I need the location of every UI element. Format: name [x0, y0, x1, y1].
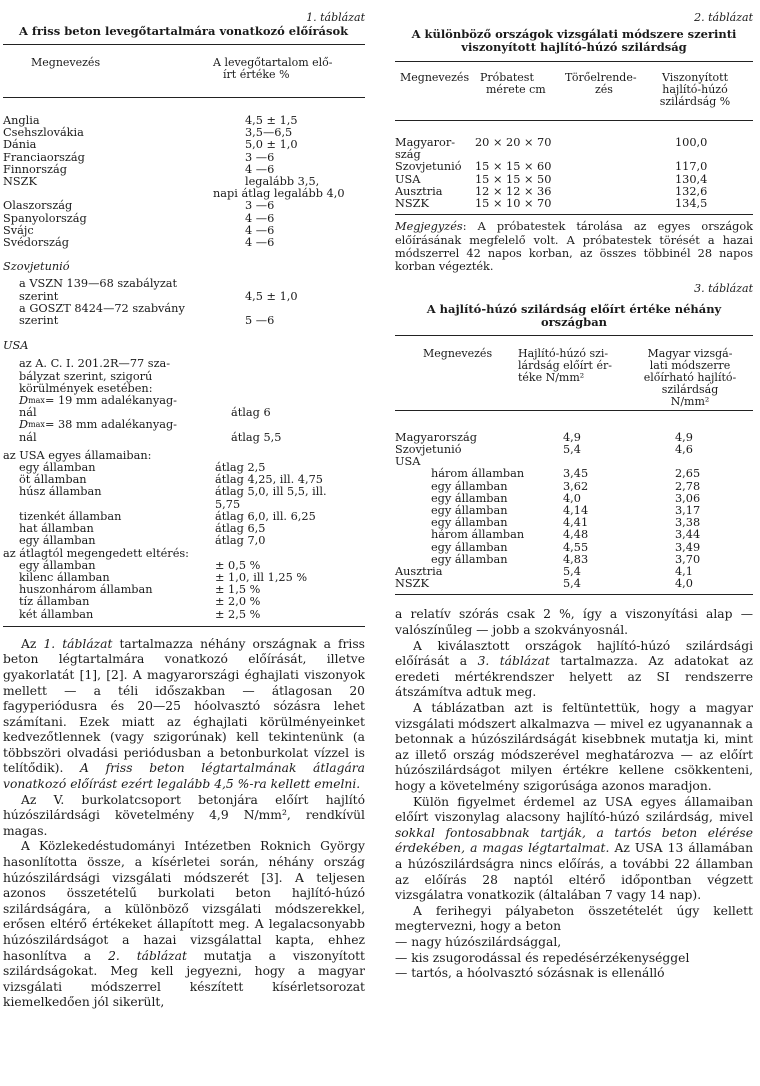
table-row — [3, 213, 365, 225]
state-name: öt államban — [19, 473, 87, 487]
row-name: Svédország — [3, 236, 69, 250]
row-value: 3 —6 — [245, 199, 275, 213]
t3-row-hu: 3,70 — [675, 552, 701, 566]
rp4-b: Az USA 13 államában a húzószilárdságra nincs előírás, a további 22 államban az előírás 28 naptól eltérő időpontban végzett vizsgálatra vonatkozik (általában 7 vagy 14 nap). — [395, 841, 754, 903]
left-para-3 — [3, 839, 365, 1011]
t3-row-hu: 3,44 — [675, 528, 701, 542]
t3-row-hu: 4,6 — [675, 443, 693, 457]
t3-row-req: 4,48 — [563, 528, 589, 542]
table3-h-req — [510, 348, 635, 410]
table1-number: 1. táblázat — [306, 11, 365, 24]
t3-row-hu: 3,17 — [675, 504, 701, 518]
table2-h-size — [480, 72, 565, 120]
lp1-a: Az — [21, 636, 44, 651]
t2-row-value: 134,5 — [675, 197, 708, 211]
t3-h-req-line: Hajlító-húzó szi- — [518, 346, 609, 360]
t3-row-hu: 2,65 — [675, 467, 701, 481]
table3-number: 3. táblázat — [694, 281, 753, 295]
sov-row-line1: a GOSZT 8424—72 szabvány — [19, 301, 185, 315]
row-name: Svájc — [3, 223, 34, 237]
left-para-2: Az V. burkolatcsoport betonjára előírt hajlító húzószilárdsági követelmény 4,9 N/mm², rendkívül magas. — [3, 792, 365, 838]
t3-row-req: 4,9 — [563, 430, 581, 444]
t2-row-name-line1: USA — [395, 172, 421, 186]
right-para-3: A táblázatban azt is feltüntettük, hogy a magyar vizsgálati módszert alkalmazva — mivel ez ugyanannak a betonnak a húzószilárdságát kisebbnek mutatja ki, mint az illető ország módszerével meghatározva — az előírt húzószilárdságot milyen értékre kellene csökkenteni, hogy a követelmény szigorúsága azonos maradjon. — [395, 701, 753, 794]
table1-usa-aci — [3, 358, 365, 443]
t2-h-break-1: Törőelrende- — [565, 71, 637, 84]
row-value: 4 —6 — [245, 236, 275, 250]
state-value: átlag 5,0, ill 5,5, ill. — [215, 485, 327, 499]
state-name: hat államban — [19, 522, 94, 536]
t3-row-req: 4,55 — [563, 540, 589, 554]
t3-h-hu-line: lati módszerre — [649, 358, 731, 372]
table-row — [3, 609, 365, 621]
dmax19-cont: nál — [19, 406, 37, 420]
t3-row-name: egy államban — [431, 491, 508, 505]
t2-h-rel-1: Viszonyított — [661, 71, 729, 84]
t3-row-hu: 4,9 — [675, 430, 693, 444]
state-value: 5,75 — [215, 497, 241, 511]
state-value: átlag 6,5 — [215, 522, 266, 536]
right-para-4 — [395, 795, 753, 904]
t2-row-name — [395, 198, 475, 210]
t3-h-hu-line: Magyar vizsgá- — [647, 346, 733, 360]
t3-row-name: Magyarország — [395, 430, 477, 444]
table-row — [395, 198, 753, 210]
table3-bottom-rule — [395, 594, 753, 595]
table-row — [3, 596, 365, 608]
t3-row-req: 4,0 — [563, 491, 581, 505]
row-value: 3,5—6,5 — [245, 126, 293, 140]
state-value: átlag 4,25, ill. 4,75 — [215, 473, 323, 487]
table2-h-name: Megnevezés — [400, 71, 470, 84]
t3-row-hu: 3,06 — [675, 491, 701, 505]
table2-header — [395, 72, 753, 120]
t2-row-value: 130,4 — [675, 172, 708, 186]
t2-row-size: 12 × 12 × 36 — [475, 184, 552, 198]
usa-aci-line2: bályzat szerint, szigorú — [19, 369, 153, 383]
state-name: egy államban — [19, 461, 96, 475]
right-para-2 — [395, 639, 753, 701]
t2-row-name-line1: NSZK — [395, 197, 429, 211]
t2-row-name — [395, 137, 475, 161]
t3-row-req: 3,45 — [563, 467, 589, 481]
t3-row-req: 5,4 — [563, 443, 581, 457]
dmax19-rest: = 19 mm adalékanyag- — [44, 394, 177, 408]
table1-dev-title: az átlagtól megengedett eltérés: — [3, 546, 189, 560]
lp3-ref: 2. táblázat — [108, 948, 187, 963]
t3-row-req: 3,62 — [563, 479, 589, 493]
t2-row-name-line2: szág — [395, 148, 421, 162]
t3-h-hu-line: N/mm² — [670, 394, 710, 408]
state-name: húsz államban — [19, 485, 102, 499]
t2-h-size-1: Próbatest — [480, 71, 534, 84]
table1-col-value — [213, 57, 333, 97]
sov-row-line1: a VSZN 139—68 szabályzat — [19, 277, 178, 291]
dev-name: kilenc államban — [19, 570, 110, 584]
rp4-it: sokkal fontosabbnak tartják, a tartós beton elérése érdekében, a magas légtartalmat. — [395, 825, 753, 856]
rp2-b: tartalmazza. Az adatokat az eredeti mértékrendszer helyett az SI rendszerre átszámítva adtuk meg. — [395, 654, 753, 700]
table3-h-name: Megnevezés — [423, 346, 493, 360]
dev-name: huszonhárom államban — [19, 583, 153, 597]
t2-row-size: 15 × 10 × 70 — [475, 197, 552, 211]
table2-title-line1: A különböző országok vizsgálati módszere szerinti — [411, 27, 737, 41]
lp3-a: A Közlekedéstudományi Intézetben Roknich György hasonlította össze, a kísérletei során, néhány ország húzószilárdsági vizsgálati módszerét [3]. A teljesen azonos összetételű burkolati beton hajlító-húzó szilárdságára, a különböző vizsgálati módszerekkel, erősen eltérő értékeket állapított meg. A legalacsonyabb húzószilárdságot a hazai vizsgálattal kapta, ehhez hasonlítva a — [3, 839, 365, 963]
t2-row-name-line1: Magyaror- — [395, 136, 456, 149]
t3-row-hu: 4,0 — [675, 577, 693, 591]
row-value: 4 —6 — [245, 211, 275, 225]
state-value: átlag 6,0, ill. 6,25 — [215, 509, 316, 523]
dev-name: egy államban — [19, 558, 96, 572]
t2-row-size: 20 × 20 × 70 — [475, 136, 552, 149]
table1-header-rule — [3, 97, 365, 98]
t2-row-value: 132,6 — [675, 184, 708, 198]
row-value: 3 —6 — [245, 150, 275, 164]
right-dash-2: — kis zsugorodással és repedésérzékenységgel — [395, 950, 690, 965]
table2-h-rel — [645, 72, 745, 120]
state-value: átlag 2,5 — [215, 461, 266, 475]
table-row — [3, 139, 365, 151]
table3-title — [395, 303, 753, 329]
t2-row-name — [395, 174, 475, 186]
table3-top-rule — [395, 335, 753, 336]
table2-note-text: : A próbatestek tárolása az egyes országok előírásának megfelelő volt. A próbatestek törését a hazai módszerrel 42 napos korban, az összes többinél 28 napos korban végezték. — [395, 220, 753, 274]
table2-bottom-rule — [395, 214, 753, 215]
dmax38-line1 — [3, 419, 365, 431]
table1-states — [3, 462, 365, 547]
table2-title — [395, 28, 753, 54]
table3-title-line2: országban — [540, 314, 608, 329]
table2-note-label: Megjegyzés — [395, 220, 463, 234]
dev-value: ± 0,5 % — [215, 558, 261, 572]
lp1-b: tartalmazza néhány országnak a friss beton légtartalmára vonatkozó előírását, illetve gyakorlatát [1], [2]. A magyarországi éghajlati viszonyok mellett — a téli időszakban — átlagosan 20 fagyperiódusra és 20—25 hóolvasztó sózásra lehet számítani. Ezek miatt az éghajlati körülményeinket kedvezőtlennek (vagy szigorúnak) kell tekintenünk (a többszöri olvadási periódusban a betonburkolat vízzel is telítődik). — [3, 636, 365, 776]
table3-rows — [395, 432, 753, 591]
right-body-text — [395, 607, 753, 981]
sov-row-value: 5 —6 — [245, 314, 275, 328]
dmax19-sub: max — [28, 396, 45, 406]
table1-header — [3, 57, 365, 97]
t3-row-req: 5,4 — [563, 577, 581, 591]
table-row — [3, 237, 365, 249]
t3-row-hu: 3,49 — [675, 540, 701, 554]
dmax38-sub: max — [28, 420, 45, 430]
t2-row-size: 15 × 15 × 60 — [475, 160, 552, 174]
sov-row-cont: szerint — [19, 314, 59, 328]
t3-row-name: egy államban — [431, 516, 508, 530]
t3-h-req-line: téke N/mm² — [518, 370, 585, 384]
t3-h-hu-line: szilárdság — [661, 382, 719, 396]
table3-h-hu — [635, 348, 745, 410]
t3-row-req: 4,14 — [563, 504, 589, 518]
t3-row-name: Szovjetunió — [395, 443, 462, 457]
right-dash-3: — tartós, a hóolvasztó sózásnak is ellenálló — [395, 966, 665, 981]
table-row — [395, 174, 753, 186]
t3-row-req: 4,83 — [563, 552, 589, 566]
t2-row-name-line1: Ausztria — [395, 184, 443, 198]
row-value: 5,0 ± 1,0 — [245, 138, 298, 152]
dmax38-value: átlag 5,5 — [231, 430, 282, 444]
row-value: 4,5 ± 1,5 — [245, 114, 298, 127]
t3-row-name: NSZK — [395, 577, 429, 591]
t2-row-value: 117,0 — [675, 160, 708, 174]
table-row — [3, 200, 365, 212]
dmax19-line1 — [3, 395, 365, 407]
table2-rows — [395, 137, 753, 210]
t3-row-name: Ausztria — [395, 565, 443, 579]
table-row — [395, 137, 753, 161]
t3-row-hu: 4,1 — [675, 565, 693, 579]
table-row — [395, 529, 753, 541]
lp1-ref: 1. táblázat — [43, 636, 113, 651]
table2-header-rule — [395, 120, 753, 121]
table1-sov-title: Szovjetunió — [3, 260, 70, 274]
right-para-1: a relatív szórás csak 2 %, így a viszonyítási alap — valószínűleg — jobb a szokványosnál. — [395, 607, 753, 638]
dmax38-rest: = 38 mm adalékanyag- — [44, 418, 177, 432]
t3-row-hu: 3,38 — [675, 516, 701, 530]
t3-row-name: három államban — [431, 528, 525, 542]
right-para-5: A ferihegyi pályabeton összetételét úgy kellett megtervezni, hogy a beton — [395, 903, 753, 934]
t3-row-name: egy államban — [431, 540, 508, 554]
table1-usa-title: USA — [3, 339, 29, 353]
table2-note — [395, 220, 753, 274]
right-column — [395, 0, 753, 982]
table-row — [3, 486, 365, 498]
table1-devs — [3, 560, 365, 621]
row-name: Csehszlovákia — [3, 126, 84, 140]
left-body-text — [3, 637, 365, 1011]
t2-h-rel-2: hajlító-húzó — [662, 83, 728, 96]
lp3-b: mutatja a viszonyított szilárdságokat. Meg kell jegyezni, hogy a magyar vizsgálati módszerrel készített kísérletsorozat kiemelkedően jól sikerült, — [3, 948, 365, 1010]
rp2-ref: 3. táblázat — [477, 654, 550, 669]
t3-row-req: 5,4 — [563, 565, 581, 579]
t3-row-name: egy államban — [431, 504, 508, 518]
state-name: tizenkét államban — [19, 509, 122, 523]
table-row — [395, 444, 753, 456]
t3-row-name: USA — [395, 455, 421, 469]
t3-row-name: egy államban — [431, 552, 508, 566]
table1-bottom-rule — [3, 626, 365, 627]
dev-name: két államban — [19, 607, 94, 621]
table-row — [395, 578, 753, 590]
usa-aci-line3: körülmények esetében: — [19, 381, 153, 395]
row-name: Olaszország — [3, 199, 73, 213]
dev-value: ± 1,0, ill 1,25 % — [215, 570, 308, 584]
t2-h-rel-3: szilárdság % — [659, 95, 731, 108]
usa-aci-line1: az A. C. I. 201.2R—77 sza- — [19, 357, 171, 371]
row-value: 4 —6 — [245, 223, 275, 237]
table2-number: 2. táblázat — [694, 11, 753, 24]
dmax19-value: átlag 6 — [231, 406, 271, 420]
left-column — [3, 0, 365, 1011]
state-value: átlag 7,0 — [215, 534, 266, 548]
row-name: Spanyolország — [3, 211, 87, 225]
table3-header-rule — [395, 410, 753, 411]
sov-row-value: 4,5 ± 1,0 — [245, 289, 298, 303]
table1-states-title: az USA egyes államaiban: — [3, 448, 152, 462]
table1-col-value-line2: írt értéke % — [223, 68, 290, 81]
dmax19-symbol: D — [19, 394, 29, 408]
table2-title-line2: viszonyított hajlító-húzó szilárdság — [461, 40, 687, 54]
table-row — [3, 127, 365, 139]
t3-row-hu: 2,78 — [675, 479, 701, 493]
t3-row-name: egy államban — [431, 479, 508, 493]
dev-name: tíz államban — [19, 595, 90, 609]
rp4-a: Külön figyelmet érdemel az USA egyes államaiban előírt viszonylag alacsony hajlító-húzó szilárdság, mivel — [395, 794, 753, 825]
t3-row-req: 4,41 — [563, 516, 589, 530]
row-value: legalább 3,5, — [245, 175, 320, 189]
table-row — [3, 152, 365, 164]
sov-row-cont: szerint — [19, 289, 59, 303]
dmax38-symbol: D — [19, 418, 29, 432]
row-name: NSZK — [3, 175, 37, 189]
rp2-a: A kiválasztott országok hajlító-húzó szilárdsági előírását a — [395, 638, 753, 669]
dmax38-cont: nál — [19, 430, 37, 444]
dmax38-line2 — [3, 432, 365, 444]
row-name: Anglia — [3, 114, 40, 127]
lp1-it: A friss beton légtartalmának átlagára vonatkozó előírást ezért legalább 4,5 %-ra kellett emelni. — [3, 761, 365, 792]
dev-value: ± 2,5 % — [215, 607, 261, 621]
state-name: egy államban — [19, 534, 96, 548]
table1-col-name: Megnevezés — [31, 56, 101, 69]
t3-row-name: három államban — [431, 467, 525, 481]
sov-row-line2 — [3, 291, 365, 303]
right-dash-1: — nagy húzószilárdsággal, — [395, 934, 562, 949]
row-name: Dánia — [3, 138, 37, 152]
t2-row-name — [395, 161, 475, 173]
table-row — [3, 535, 365, 547]
row-value: 4 —6 — [245, 162, 275, 176]
t2-row-name-line1: Szovjetunió — [395, 160, 462, 174]
table1-rows — [3, 115, 365, 249]
left-para-1 — [3, 637, 365, 793]
row-value: napi átlag legalább 4,0 — [213, 187, 345, 201]
t2-h-break-2: zés — [595, 83, 613, 96]
sov-row-line2 — [3, 315, 365, 327]
table2-top-rule — [395, 61, 753, 62]
table1-top-rule — [3, 44, 365, 45]
row-name: Franciaország — [3, 150, 85, 164]
table3-title-line1: A hajlító-húzó szilárdság előírt értéke néhány — [426, 301, 722, 316]
t2-h-size-2: mérete cm — [486, 83, 546, 96]
table3-header — [395, 348, 753, 410]
t3-h-hu-line: előírható hajlító- — [643, 370, 737, 384]
t2-row-value: 100,0 — [675, 136, 708, 149]
t2-row-size: 15 × 15 × 50 — [475, 172, 552, 186]
table1-sov-rows — [3, 278, 365, 327]
row-name: Finnország — [3, 162, 67, 176]
t3-h-req-line: lárdság előírt ér- — [518, 358, 612, 372]
table1-col-value-line1: A levegőtartalom elő- — [213, 56, 333, 69]
table2-h-break — [565, 72, 645, 120]
dev-value: ± 2,0 % — [215, 595, 261, 609]
table1-title: A friss beton levegőtartalmára vonatkozó előírások — [19, 24, 349, 38]
table-row — [395, 161, 753, 173]
table-row — [395, 468, 753, 480]
dev-value: ± 1,5 % — [215, 583, 261, 597]
